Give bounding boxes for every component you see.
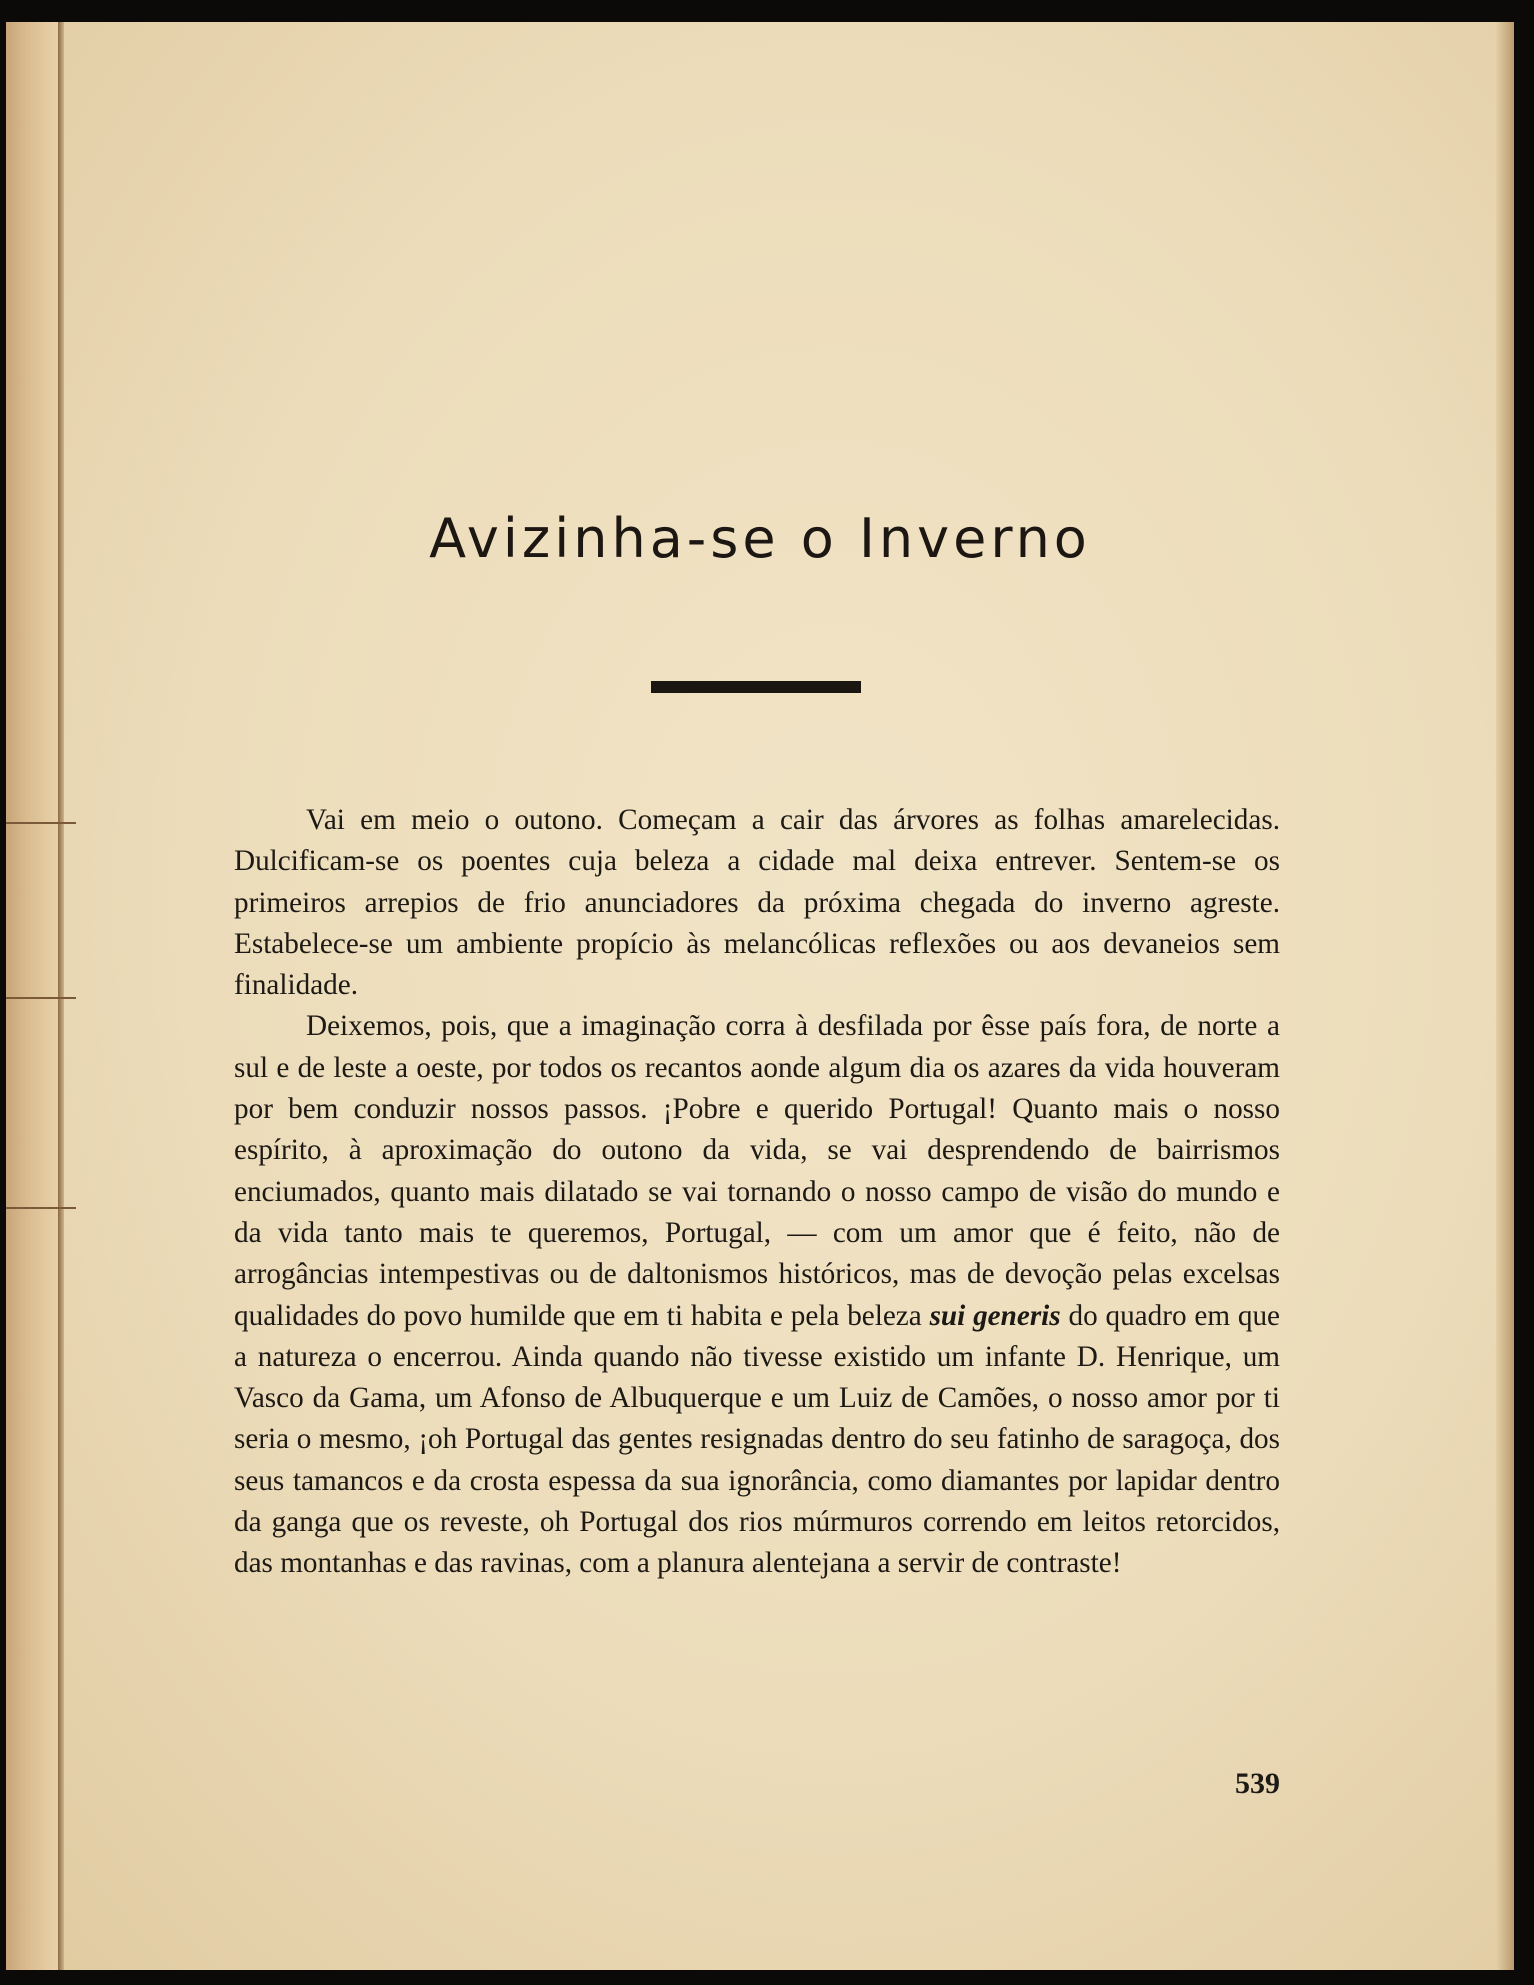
- binding-stitch: [6, 997, 76, 999]
- latin-phrase: sui generis: [929, 1299, 1061, 1332]
- page-edge: [1496, 22, 1514, 1970]
- paragraph-2-start: Deixemos, pois, que a imaginação corra à desfilada por êsse país fora, de norte a sul e de leste a oeste, por todos os recantos aonde algum dia os azares da vida houveram por bem conduzir nossos passos. ¡Pobre e querido Portugal! Quanto mais o nosso espírito, à aproximação do outono da vida, se vai desprendendo de bairrismos enciumados, quanto mais dilatado se vai tornando o nosso campo de visão do mundo e da vida tanto mais te queremos, Portugal, — com um amor que é feito, não de arrogâncias intempestivas ou de daltonismos históricos, mas de devoção pelas excelsas qualidades do povo humilde que em ti habita e pela beleza: [234, 1010, 1280, 1332]
- article-body: [234, 800, 1280, 1585]
- binding-stitch: [6, 1207, 76, 1209]
- article-title: Avizinha-se o Inverno: [429, 507, 1091, 570]
- binding-stitch: [6, 822, 76, 824]
- paragraph-1: Vai em meio o outono. Começam a cair das árvores as folhas amarelecidas. Dulcificam-se os poentes cuja beleza a cidade mal deixa entrever. Sentem-se os primeiros arrepios de frio anunciadores da próxima chegada do inverno agreste. Estabelece-se um ambiente propício às melancólicas reflexões ou aos devaneios sem finalidade.: [234, 804, 1280, 1002]
- book-spine: [6, 22, 58, 1970]
- paragraph-2: [234, 1006, 1280, 1584]
- book-page: [6, 22, 1514, 1970]
- paragraph-2-end: do quadro em que a natureza o encerrou. Ainda quando não tivesse existido um infante D. Henrique, um Vasco da Gama, um Afonso de Albuquerque e um Luiz de Camões, o nosso amor por ti seria o mesmo, ¡oh Portugal das gentes resignadas dentro do seu fatinho de saragoça, dos seus tamancos e da crosta espessa da sua ignorância, como diamantes por lapidar dentro da ganga que os reveste, oh Portugal dos rios múrmuros correndo em leitos retorcidos, das montanhas e das ravinas, com a planura alentejana a servir de contraste!: [234, 1299, 1280, 1580]
- page-number: 539: [1235, 1767, 1280, 1800]
- title-divider: [651, 681, 861, 693]
- page-fold: [58, 22, 64, 1970]
